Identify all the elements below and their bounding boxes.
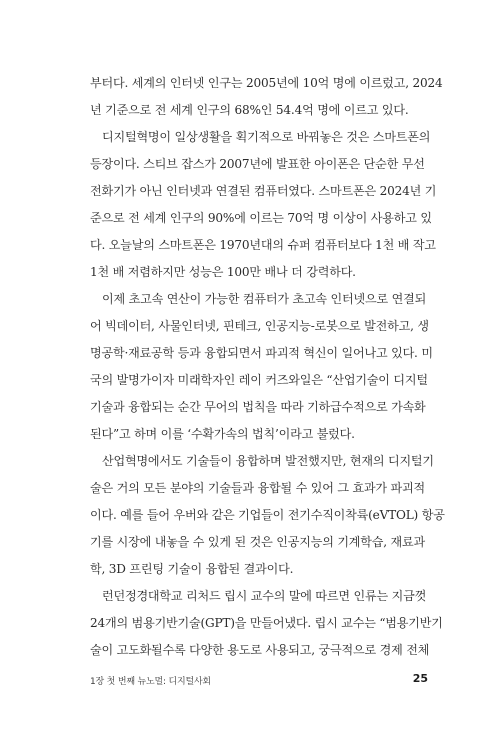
body-text — [90, 70, 445, 664]
page-number: 25 — [412, 672, 428, 685]
text-line: 년 기준으로 전 세계 인구의 68%인 54.4억 명에 이르고 있다. — [90, 103, 409, 117]
text-line: 산업혁명에서도 기술들이 융합하며 발전했지만, 현재의 디지털기 — [102, 454, 434, 468]
text-line: 기술과 융합되는 순간 무어의 법칙을 따라 기하급수적으로 가속화 — [90, 400, 426, 414]
text-line: 국의 발명가이자 미래학자인 레이 커즈와일은 “산업기술이 디지털 — [90, 373, 428, 387]
text-line: 준으로 전 세계 인구의 90%에 이르는 70억 명 이상이 사용하고 있 — [90, 211, 432, 225]
text-line: 된다”고 하며 이를 ‘수확가속의 법칙’이라고 불렀다. — [90, 427, 355, 441]
text-line: 술이 고도화될수록 다양한 용도로 사용되고, 궁극적으로 경제 전체 — [90, 643, 430, 657]
text-line: 명공학·재료공학 등과 융합되면서 파괴적 혁신이 일어나고 있다. 미 — [90, 346, 433, 360]
paragraph — [90, 583, 443, 664]
text-line: 술은 거의 모든 분야의 기술들과 융합될 수 있어 그 효과가 파괴적 — [90, 481, 425, 495]
text-line: 부터다. 세계의 인터넷 인구는 2005년에 10억 명에 이르렀고, 2024 — [90, 76, 443, 90]
text-line: 이다. 예를 들어 우버와 같은 기업들이 전기수직이착륙(eVTOL) 항공 — [90, 508, 445, 522]
text-line: 다. 오늘날의 스마트폰은 1970년대의 슈퍼 컴퓨터보다 1천 배 작고 — [90, 238, 436, 252]
text-line: 학, 3D 프린팅 기술이 융합된 결과이다. — [90, 562, 294, 576]
paragraph — [90, 448, 445, 583]
text-line: 이제 초고속 연산이 가능한 컴퓨터가 초고속 인터넷으로 연결되 — [102, 292, 427, 306]
paragraph — [90, 70, 443, 124]
text-line: 전화기가 아닌 인터넷과 연결된 컴퓨터였다. 스마트폰은 2024년 기 — [90, 184, 437, 198]
text-line: 디지털혁명이 일상생활을 획기적으로 바꿔놓은 것은 스마트폰의 — [102, 130, 431, 144]
paragraph — [90, 124, 437, 286]
text-line: 런던정경대학교 리처드 립시 교수의 말에 따르면 인류는 지금껏 — [102, 589, 427, 603]
paragraph — [90, 286, 433, 448]
text-line: 기를 시장에 내놓을 수 있게 된 것은 인공지능의 기계학습, 재료과 — [90, 535, 425, 549]
text-line: 어 빅데이터, 사물인터넷, 핀테크, 인공지능-로봇으로 발전하고, 생 — [90, 319, 429, 333]
text-line: 등장이다. 스티브 잡스가 2007년에 발표한 아이폰은 단순한 무선 — [90, 157, 425, 171]
running-footer-chapter: 1장 첫 번째 뉴노멀: 디지털사회 — [90, 677, 211, 687]
text-line: 24개의 범용기반기술(GPT)을 만들어냈다. 립시 교수는 “범용기반기 — [90, 616, 443, 630]
text-line: 1천 배 저렴하지만 성능은 100만 배나 더 강력하다. — [90, 265, 356, 279]
